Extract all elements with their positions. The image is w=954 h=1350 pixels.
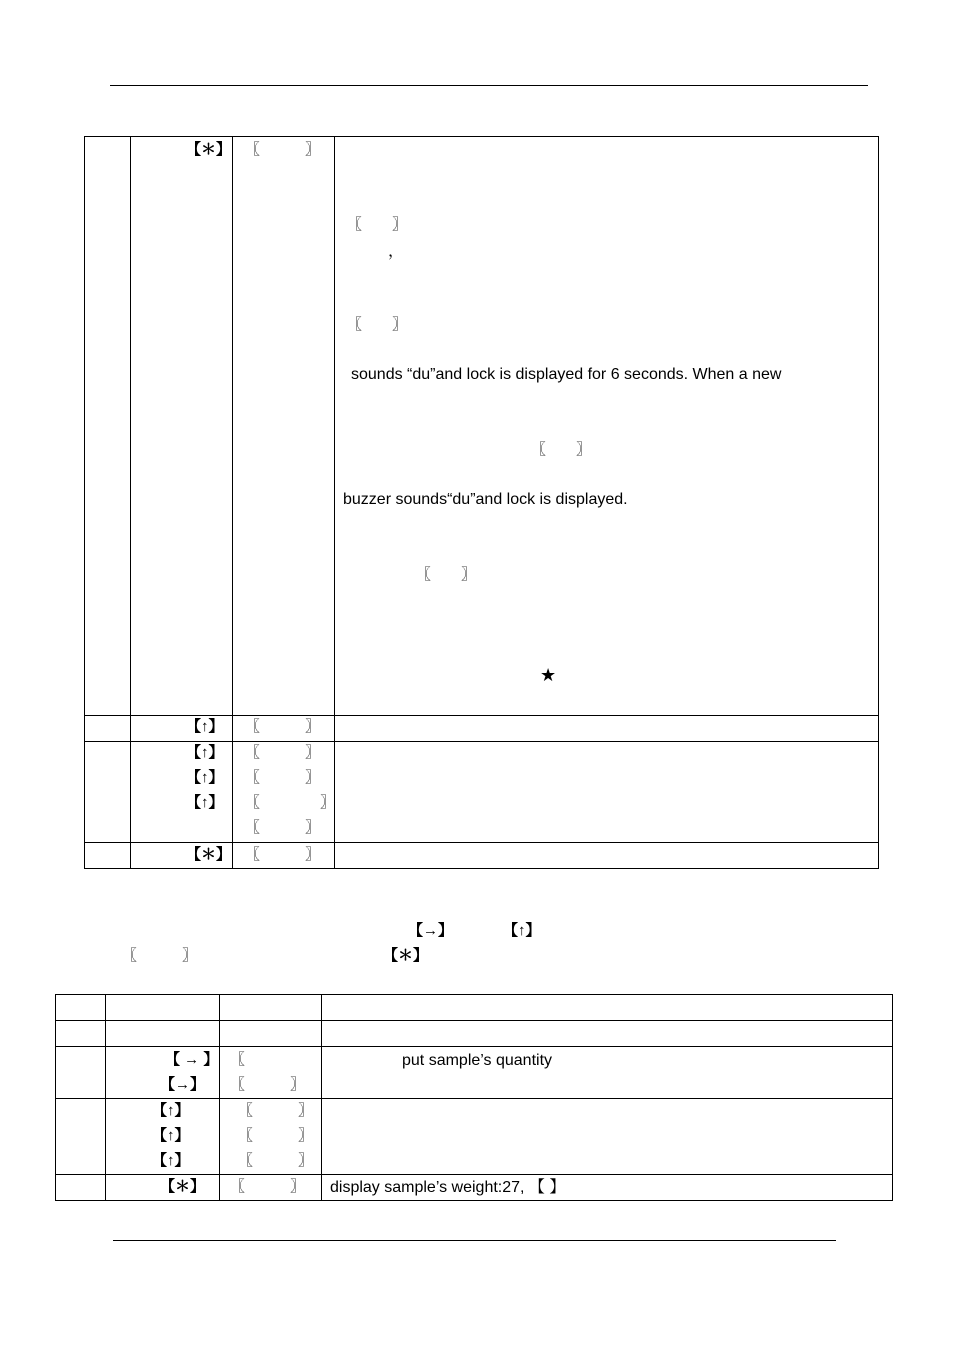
display-bracket: 〖 〗 [238,1102,314,1119]
display-bracket: 〖 〗 [230,1178,306,1195]
display-bracket: 〖 〗 [245,769,321,786]
key-star: 【＊】 [160,1178,206,1195]
key-up: 【↑】 [186,794,224,811]
description-line: display sample’s weight:27, 【 】 [330,1179,566,1196]
display-bracket: 〖 〗 [245,846,321,863]
display-bracket: 〖 〗 [245,141,321,158]
key-star: 【＊】 [383,947,429,964]
display-bracket: 〖 〗 [245,744,321,761]
row-divider [85,741,878,742]
description-line: put sample’s quantity [402,1052,553,1069]
header-rule [110,85,868,86]
row-divider [56,1098,892,1099]
display-bracket: 〖 〗 [238,1127,314,1144]
key-right: 【 → 】 [165,1051,219,1068]
display-bracket: 〖 〗 [531,441,592,458]
key-right: 【→】 [408,922,454,939]
column-divider [232,137,233,868]
column-divider [130,137,131,868]
key-up: 【↑】 [186,718,224,735]
key-star: 【＊】 [186,141,232,158]
description-line: buzzer sounds“du”and lock is displayed. [343,491,628,508]
display-bracket: 〖 〗 [122,947,198,964]
row-divider [85,715,878,716]
display-bracket: 〖 〗 [245,718,321,735]
row-divider [56,1020,892,1021]
display-bracket: 〖 〗 [245,819,321,836]
key-up: 【↑】 [152,1102,190,1119]
key-up: 【↑】 [152,1152,190,1169]
column-divider [334,137,335,868]
footer-rule [113,1240,836,1241]
description-line: sounds “du”and lock is displayed for 6 seconds. When a new [351,366,782,383]
key-up: 【↑】 [186,744,224,761]
display-bracket: 〖 〗 [347,316,408,333]
display-bracket: 〖 〗 [230,1076,306,1093]
display-bracket: 〖 〗 [245,794,336,811]
key-up: 【↑】 [152,1127,190,1144]
key-up: 【↑】 [186,769,224,786]
row-divider [56,1046,892,1047]
key-star: 【＊】 [186,846,232,863]
key-right: 【→】 [160,1076,206,1093]
key-up: 【↑】 [503,922,541,939]
display-bracket: 〖 〗 [238,1152,314,1169]
display-bracket: 〖 [230,1051,321,1068]
display-bracket: 〖 〗 [347,216,408,233]
star-icon: ★ [540,665,557,685]
display-bracket: 〖 〗 [416,566,477,583]
comma: ， [388,243,405,260]
row-divider [85,842,878,843]
row-divider [56,1174,892,1175]
